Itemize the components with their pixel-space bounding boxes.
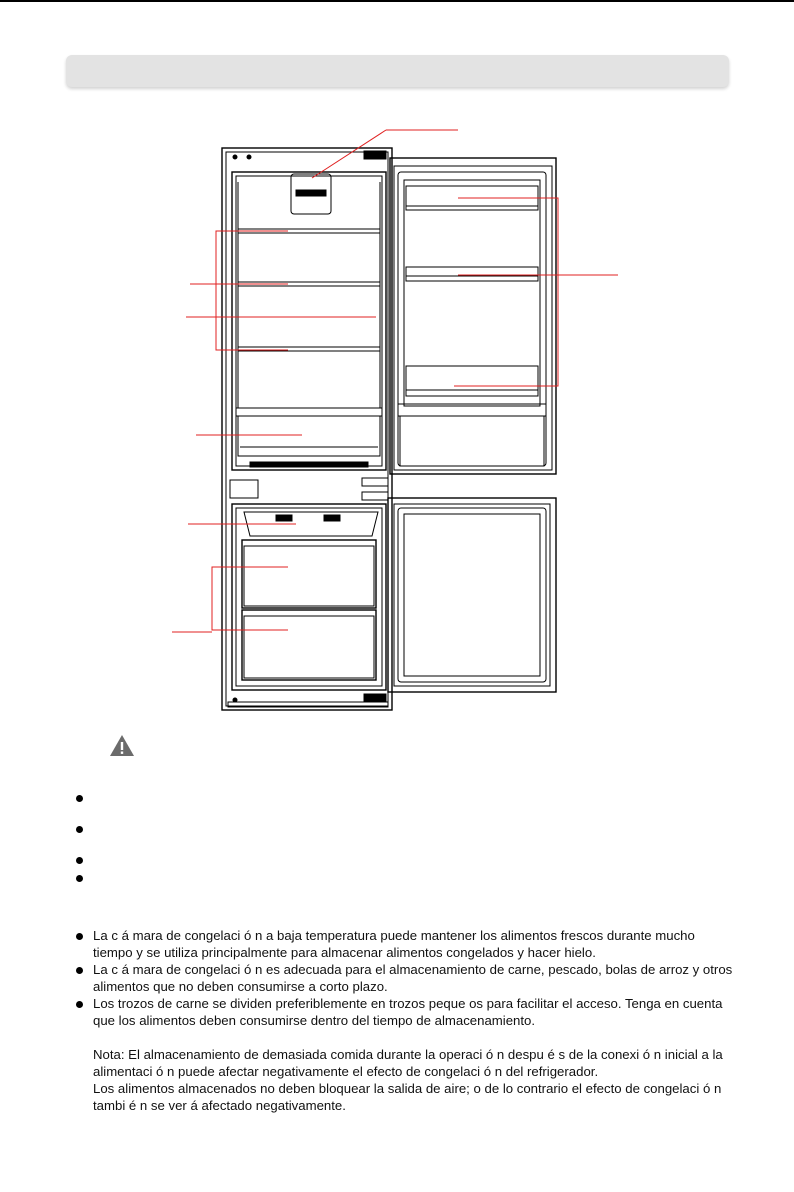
bullet-marker <box>76 933 83 940</box>
freezer-paragraph-1: La c á mara de congelaci ó n a baja temperatura puede mantener los alimentos frescos durante mucho tiempo y se utiliza principalmente para almacenar alimentos congelados y hacer hielo. <box>93 928 695 960</box>
note-paragraph-1: Nota: El almacenamiento de demasiada comida durante la operaci ó n despu é s de la conexi ó n inicial a la alimentaci ó n puede afectar negativamente el efecto de congelaci ó n del refrigerador. <box>93 1047 723 1079</box>
freezer-paragraph-3: Los trozos de carne se dividen preferiblemente en trozos peque os para facilitar el acceso. Tenga en cuenta que los alimentos deben consumirse dentro del tiempo de almacenamiento. <box>93 996 723 1028</box>
empty-bullet <box>76 826 83 833</box>
freezer-paragraph-2: La c á mara de congelaci ó n es adecuada para el almacenamiento de carne, pescado, bolas de arroz y otros alimentos que no deben consumirse a corto plazo. <box>93 962 733 994</box>
fridge-door <box>390 158 556 474</box>
freezer-door <box>388 498 556 692</box>
empty-bullet <box>76 857 83 864</box>
note-block <box>93 1046 733 1114</box>
cabinet <box>222 148 392 710</box>
callout-lines <box>172 130 618 632</box>
empty-bullet <box>76 795 83 802</box>
bullet-marker <box>76 967 83 974</box>
warning-triangle-icon <box>108 733 136 759</box>
empty-bullet <box>76 875 83 882</box>
bullet-marker <box>76 1001 83 1008</box>
note-paragraph-2: Los alimentos almacenados no deben bloquear la salida de aire; o de lo contrario el efecto de congelaci ó n tambi é n se ver á afectado negativamente. <box>93 1081 722 1113</box>
